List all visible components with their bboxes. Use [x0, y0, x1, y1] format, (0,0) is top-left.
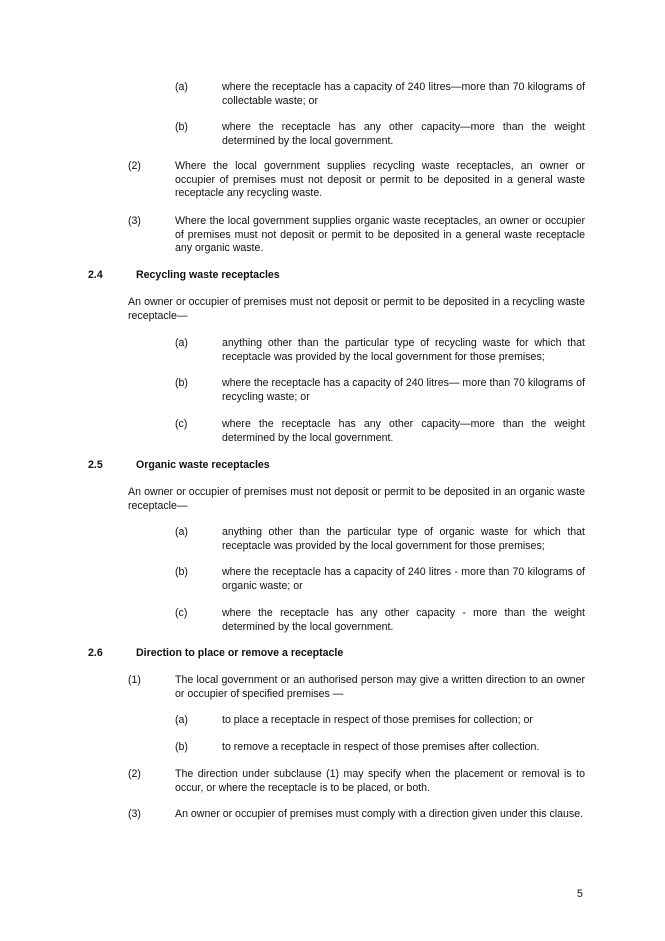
item-text: where the receptacle has a capacity of 240 litres—more than 70 kilograms of collectable waste; or	[222, 81, 585, 107]
item-label: (a)	[175, 526, 188, 538]
item-label: (b)	[175, 377, 188, 389]
subclause-label: (2)	[128, 768, 141, 780]
subclause-label: (1)	[128, 674, 141, 686]
item-label: (c)	[175, 607, 188, 619]
section-number: 2.6	[88, 647, 103, 659]
item-text: anything other than the particular type of organic waste for which that receptacle was provided by the local government for those premises;	[222, 526, 585, 552]
item-text: where the receptacle has any other capacity—more than the weight determined by the local government.	[222, 418, 585, 444]
item-label: (a)	[175, 81, 188, 93]
subclause-text: The direction under subclause (1) may specify when the placement or removal is to occur, or where the receptacle is to be placed, or both.	[175, 768, 585, 794]
subclause-text: Where the local government supplies recycling waste receptacles, an owner or occupier of premises must not deposit or permit to be deposited in a general waste receptacle any recycling waste.	[175, 160, 585, 200]
section-intro: An owner or occupier of premises must not deposit or permit to be deposited in an organic waste receptacle—	[128, 486, 585, 512]
section-intro: An owner or occupier of premises must not deposit or permit to be deposited in a recycling waste receptacle—	[128, 296, 585, 322]
subclause-text: An owner or occupier of premises must comply with a direction given under this clause.	[175, 808, 584, 820]
item-label: (b)	[175, 121, 188, 133]
item-label: (b)	[175, 566, 188, 578]
section-heading: Recycling waste receptacles	[136, 269, 280, 281]
item-text: where the receptacle has any other capacity - more than the weight determined by the local government.	[222, 607, 585, 633]
item-text: to place a receptacle in respect of those premises for collection; or	[222, 714, 533, 726]
section-heading: Direction to place or remove a receptacle	[136, 647, 344, 659]
item-text: where the receptacle has a capacity of 240 litres— more than 70 kilograms of recycling waste; or	[222, 377, 585, 403]
item-label: (b)	[175, 741, 188, 753]
subclause-text: The local government or an authorised person may give a written direction to an owner or occupier of specified premises —	[175, 674, 585, 700]
subclause-label: (2)	[128, 160, 141, 172]
section-heading: Organic waste receptacles	[136, 459, 270, 471]
item-text: anything other than the particular type of recycling waste for which that receptacle was provided by the local government for those premises;	[222, 337, 585, 363]
subclause-label: (3)	[128, 808, 141, 820]
item-label: (a)	[175, 337, 188, 349]
section-number: 2.5	[88, 459, 103, 471]
item-text: where the receptacle has any other capacity—more than the weight determined by the local government.	[222, 121, 585, 147]
item-label: (c)	[175, 418, 188, 430]
item-text: to remove a receptacle in respect of those premises after collection.	[222, 741, 540, 753]
subclause-text: Where the local government supplies organic waste receptacles, an owner or occupier of premises must not deposit or permit to be deposited in a general waste receptacle any organic waste.	[175, 215, 585, 255]
page-number: 5	[577, 888, 583, 900]
section-number: 2.4	[88, 269, 103, 281]
item-text: where the receptacle has a capacity of 240 litres - more than 70 kilograms of organic waste; or	[222, 566, 585, 592]
subclause-label: (3)	[128, 215, 141, 227]
item-label: (a)	[175, 714, 188, 726]
